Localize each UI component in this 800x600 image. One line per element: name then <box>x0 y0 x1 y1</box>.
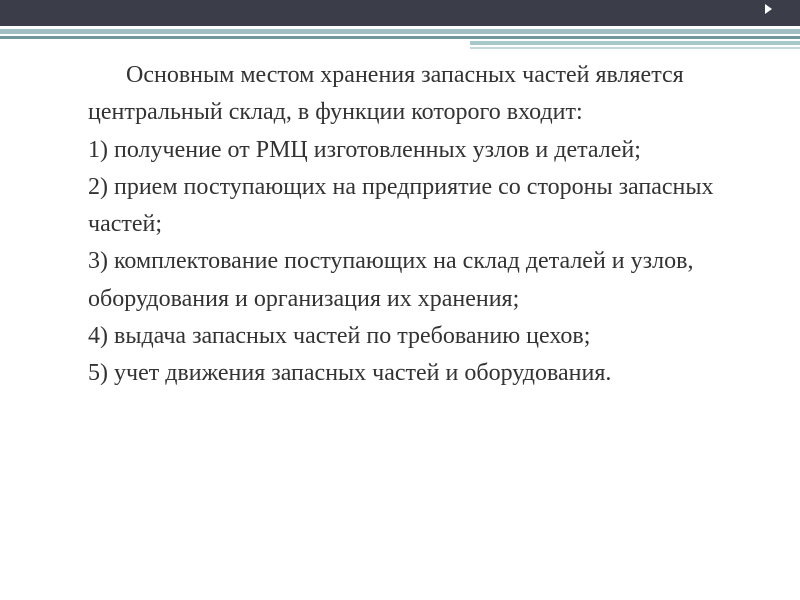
intro-paragraph: Основным местом хранения запасных частей является центральный склад, в функции которого входит: <box>88 62 684 126</box>
accent-stripe <box>470 47 800 49</box>
slide-body-text <box>88 57 793 393</box>
play-arrow-icon <box>765 4 772 14</box>
list-item: 1) получение от РМЦ изготовленных узлов и деталей; <box>88 136 641 163</box>
list-item: 5) учет движения запасных частей и оборудования. <box>88 360 612 387</box>
accent-stripe <box>0 29 800 34</box>
header-bar <box>0 0 800 26</box>
accent-stripe <box>470 41 800 45</box>
accent-stripe <box>0 36 800 39</box>
list-item: 4) выдача запасных частей по требованию цехов; <box>88 323 591 350</box>
accent-stripes <box>0 26 800 50</box>
list-item: 3) комплектование поступающих на склад деталей и узлов, оборудования и организация их хранения; <box>88 248 694 312</box>
list-item: 2) прием поступающих на предприятие со стороны запасных частей; <box>88 173 714 238</box>
